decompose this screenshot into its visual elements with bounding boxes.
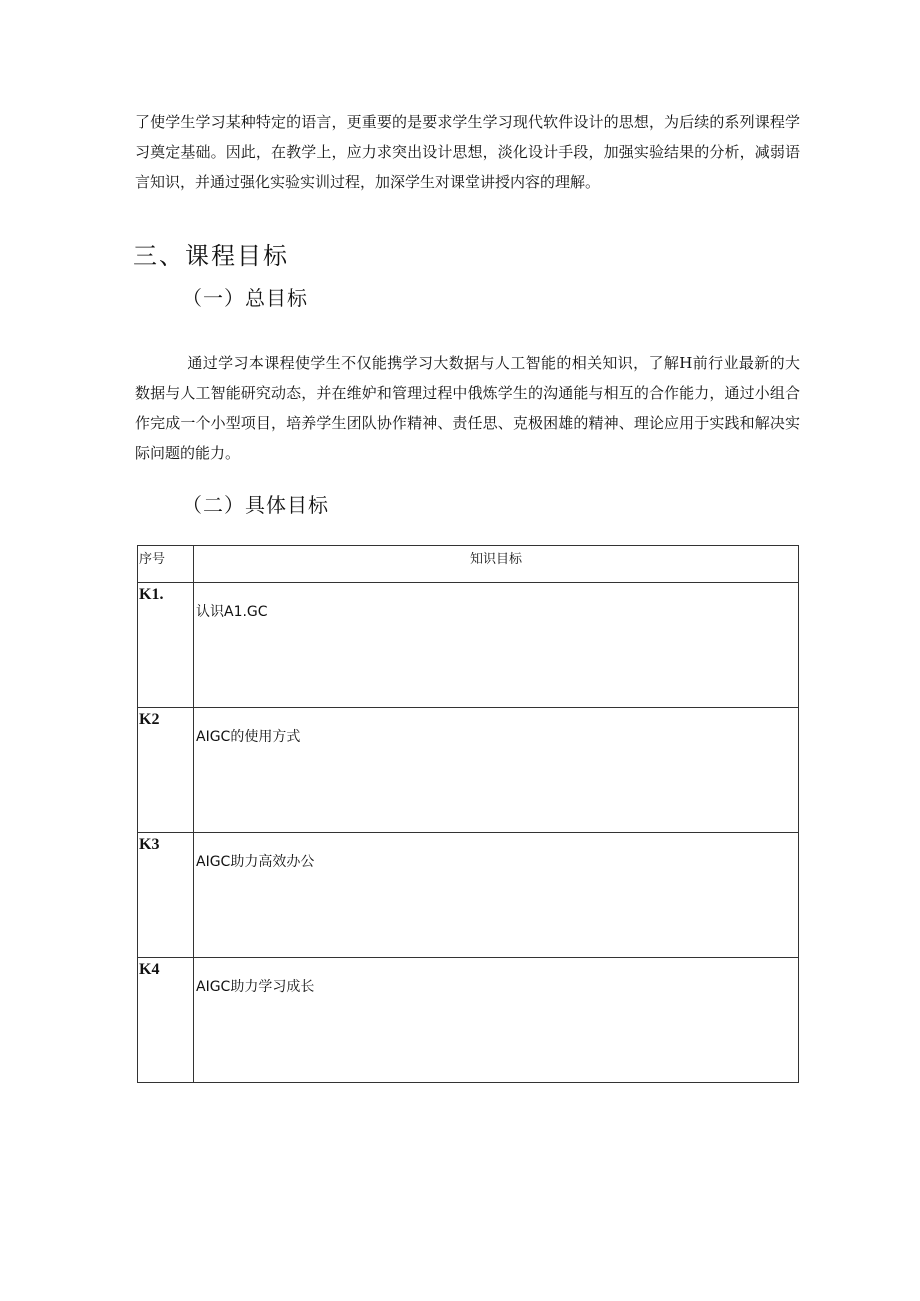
row-code: K2 [138, 708, 194, 833]
section-heading: 三、课程目标 [133, 242, 289, 270]
specific-goals-heading: （二）具体目标 [182, 493, 329, 517]
row-code: K1. [138, 583, 194, 708]
header-index: 序号 [138, 546, 194, 583]
row-description: AIGC助力学习成长 [194, 958, 799, 1083]
table-row [138, 708, 799, 833]
overall-goal-text: 通过学习本课程使学生不仅能携学习大数据与人工智能的相关知识，了解H前行业最新的大数据与人工智能研究动态，并在维妒和管理过程中俄炼学生的沟通能与相互的合作能力，通过小组合作完成一个小型项目，培养学生团队协作精神、责任思、克极困雄的精神、理论应用于实践和解决实际问题的能力。 [135, 354, 800, 462]
row-description: AIGC助力高效办公 [194, 833, 799, 958]
table-row [138, 833, 799, 958]
table-row [138, 958, 799, 1083]
intro-paragraph: 了使学生学习某种特定的语言，更重要的是要求学生学习现代软件设计的思想，为后续的系列课程学习奠定基础。因此，在教学上，应力求突出设计思想，淡化设计手段，加强实验结果的分析，减弱语言知识，并通过强化实验实训过程，加深学生对课堂讲授内容的理解。 [135, 113, 800, 191]
overall-goal-paragraph [135, 348, 800, 468]
table-row [138, 583, 799, 708]
row-description: AIGC的使用方式 [194, 708, 799, 833]
knowledge-goals-table [137, 545, 799, 1083]
row-description: 认识A1.GC [194, 583, 799, 708]
row-code: K3 [138, 833, 194, 958]
header-knowledge-goal: 知识目标 [194, 546, 799, 583]
table-header-row [138, 546, 799, 583]
row-code: K4 [138, 958, 194, 1083]
overall-goal-heading: （一）总目标 [182, 286, 308, 310]
